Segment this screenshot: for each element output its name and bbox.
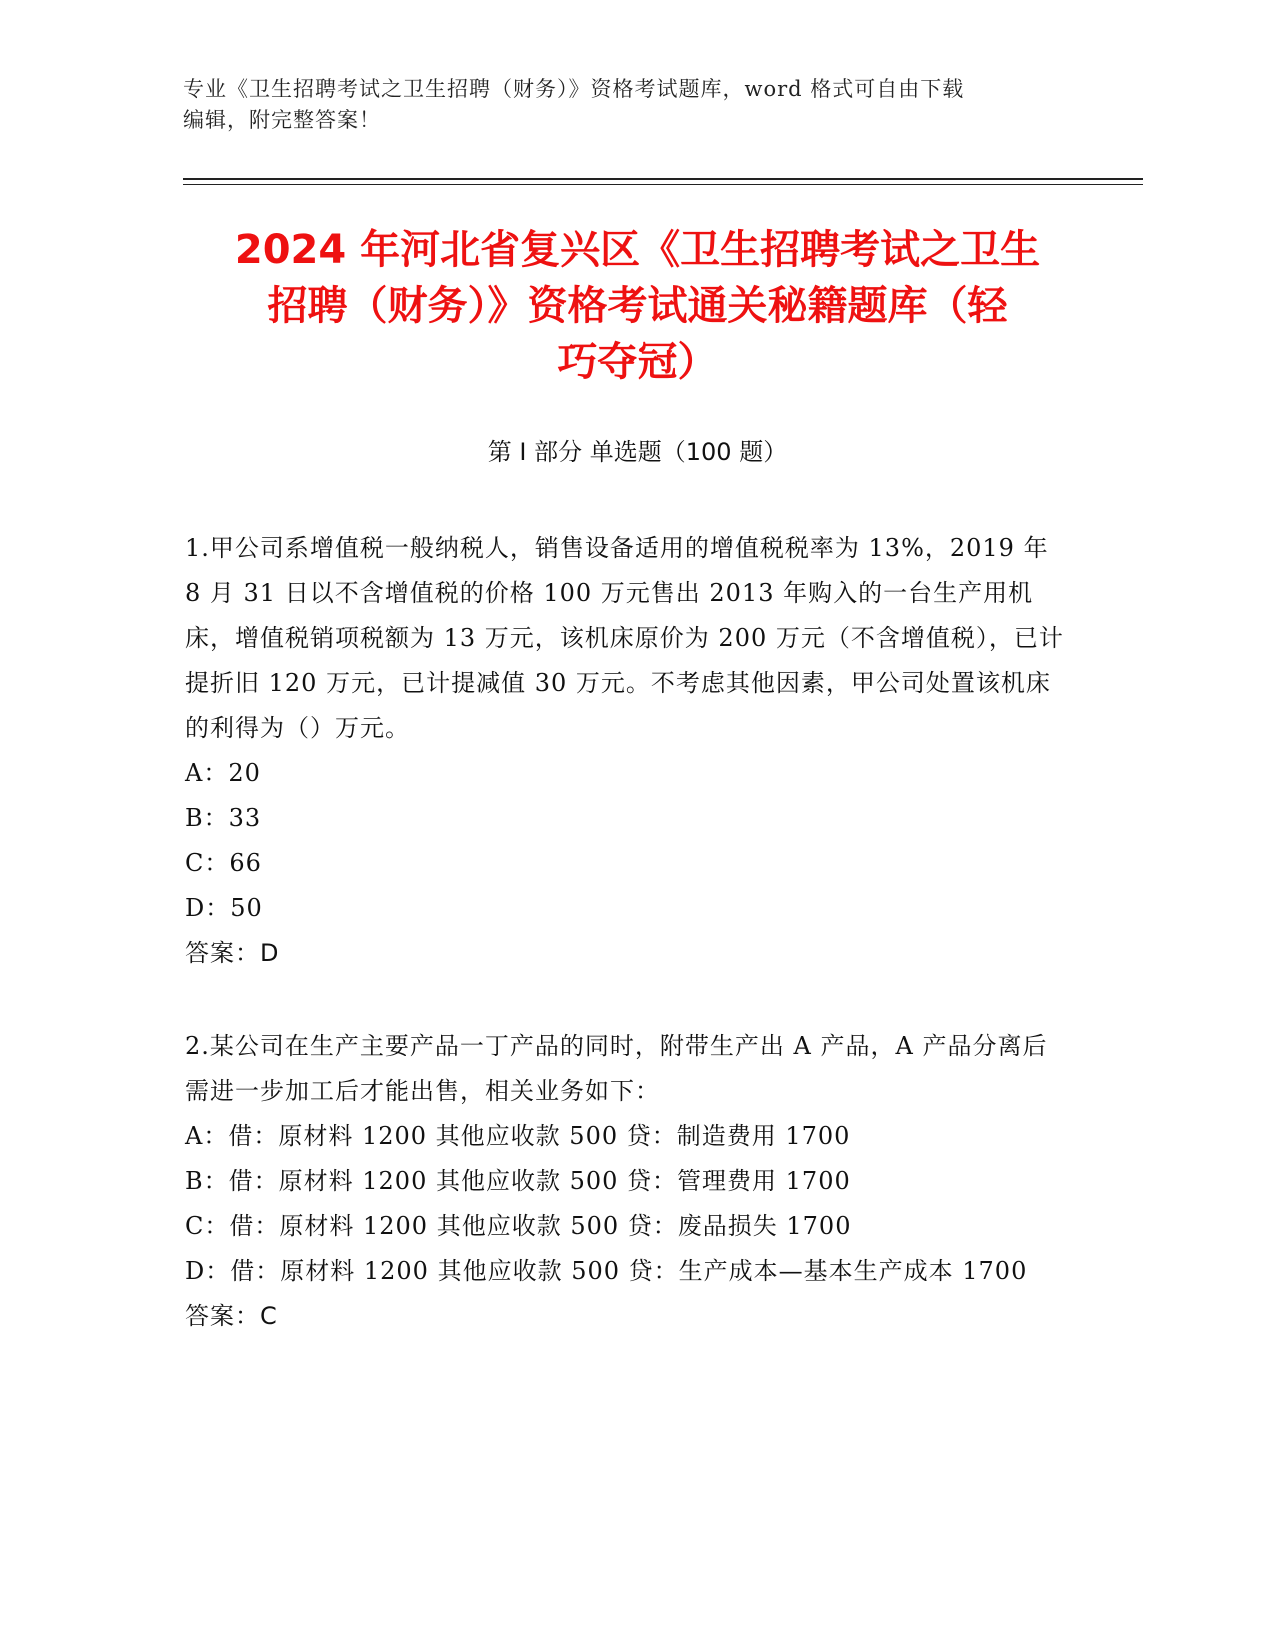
- answer: 答案：D: [185, 939, 280, 967]
- question-stem: 1.甲公司系增值税一般纳税人，销售设备适用的增值税税率为 13%，2019 年 8 月 31 日以不含增值税的价格 100 万元售出 2013 年购入的一台生产用机床，增值税销项税额为 13 万元，该机床原价为 200 万元（不含增值税），已计提折旧 120 万元，已计提减值 30 万元。不考虑其他因素，甲公司处置该机床的利得为（）万元。: [185, 534, 1064, 742]
- header-divider-thick: [183, 178, 1143, 180]
- option-b: B：33: [185, 804, 262, 832]
- document-title-line3: 巧夺冠）: [557, 339, 718, 385]
- document-title-line1: 2024 年河北省复兴区《卫生招聘考试之卫生: [234, 227, 1041, 273]
- section-title: 第 I 部分 单选题（100 题）: [487, 438, 788, 466]
- document-title: [150, 222, 1125, 390]
- answer: 答案：C: [185, 1302, 278, 1330]
- option-c: C：66: [185, 849, 262, 877]
- header-note-line2: 编辑，附完整答案！: [183, 108, 381, 132]
- option-a: A：20: [185, 759, 261, 787]
- header-note: [183, 74, 1063, 136]
- option-d: D：50: [185, 894, 263, 922]
- option-b: B：借：原材料 1200 其他应收款 500 贷：管理费用 1700: [185, 1167, 851, 1195]
- header-divider-thin: [183, 184, 1143, 185]
- option-d: D：借：原材料 1200 其他应收款 500 贷：生产成本—基本生产成本 1700: [185, 1257, 1028, 1285]
- question-1: [185, 526, 1070, 976]
- question-2: [185, 1024, 1070, 1339]
- option-c: C：借：原材料 1200 其他应收款 500 贷：废品损失 1700: [185, 1212, 852, 1240]
- question-stem: 2.某公司在生产主要产品一丁产品的同时，附带生产出 A 产品，A 产品分离后需进一步加工后才能出售，相关业务如下：: [185, 1032, 1048, 1105]
- document-title-line2: 招聘（财务）》资格考试通关秘籍题库（轻: [267, 283, 1008, 329]
- header-note-line1: 专业《卫生招聘考试之卫生招聘（财务）》资格考试题库，word 格式可自由下载: [183, 77, 965, 101]
- option-a: A：借：原材料 1200 其他应收款 500 贷：制造费用 1700: [185, 1122, 851, 1150]
